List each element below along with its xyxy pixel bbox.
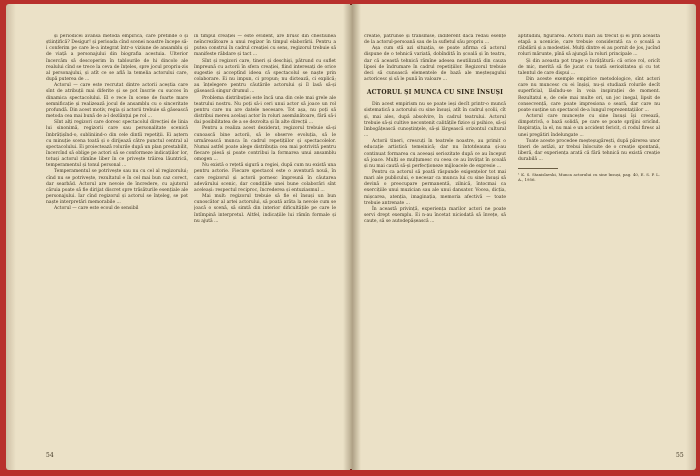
paragraph: Actorul — care este recrutat dintre actorii aceștia care sînt de atribuții mai diferite și se pot înscrie cu succes în dinamica spectacolului. El e rece în scene de foarte mare semnificație și realizează jocul de ansamblu cu o sinceritate profundă. Din acest motiv, regia și actorii trebuie să găsească metoda cea mai bună de a-l dezlănțui pe rol ...	[46, 83, 188, 120]
chapter-heading: ACTORUL ȘI MUNCA CU SINE ÎNSUȘI	[366, 89, 504, 97]
paragraph: Pentru a realiza acest deziderat, regizorul trebuie să-și cunoască bine actorii, să le observe evoluția, să le urmărească munca în cadrul repetițiilor și spectacolelor. Numai astfel poate alege distribuția cea mai potrivită pentru fiecare piesă și poate contribui la formarea unui ansamblu omogen ...	[194, 126, 336, 163]
right-page	[352, 4, 696, 470]
page-edge-shadow	[686, 4, 696, 470]
paragraph: Pentru ca actorul să poată răspunde exigențelor tot mai mari ale publicului, e necesar ca munca lui cu sine însuși să devină o preocupare permanentă, zilnică, întocmai ca exercițiile unui muzician sau ale unui dansator. Vocea, dicția, mișcarea, atenția, imaginația, memoria afectivă — toate trebuie antrenate ...	[364, 169, 506, 206]
paragraph: Actorul care muncește cu sine însuși își creează, dimpotrivă, o bază solidă, pe care se poate sprijini oricînd. Inspirația, la el, nu mai e un accident fericit, ci rodul firesc al unei pregătiri îndelungate ...	[518, 114, 660, 138]
book-spread	[6, 4, 696, 470]
left-page-column-2	[194, 34, 336, 434]
paragraph: Actorii tineri, crescuți în teatrele noastre, au primit o educație artistică temeinică; dar nu întotdeauna și-au continuat formarea cu aceeași seriozitate după ce au început să joace. Mulți se mulțumesc cu ceea ce au învățat în școală și nu mai caută să-și perfecționeze mijloacele de expresie ...	[364, 139, 506, 169]
paragraph: Și din aceasta pot trage o învățătură: că orice rol, oricît de mic, merită să fie jucat cu toată seriozitatea și cu tot talentul de care dispui ...	[518, 58, 660, 76]
paragraph: Temperamentul se potrivește sau nu cu cel al regizorului; cînd nu se potrivește, rezultatul e în cel mai bun caz corect, dar searbăd. Actorul are nevoie de încredere, cu ajutorul căruia poate să fie dirijat discret spre trăsăturile esențiale ale personajului. Iar cînd regizorul și actorul se înțeleg, se pot naște interpretări memorabile ...	[46, 169, 188, 206]
footnote: ¹ K. S. Stanislavski, Munca actorului cu sine însuși, pag. 40, E. S. P. L. A., 1956.	[518, 172, 660, 183]
paragraph: aptitudini, figurarea. Actorii mari au trecut și ei prin această etapă a ucenicie, care trebuie considerată ca o școală a răbdării și a modestiei. Mulți dintre ei au pornit de jos, jucînd roluri mărunte, pînă să ajungă la roluri principale ...	[518, 34, 660, 58]
paragraph: Problema distribuției este încă una din cele mai grele ale teatrului nostru. Nu poți să-i ceri unui actor să joace un rol pentru care nu are datele necesare. Tot așa, nu poți să distribui mereu același actor în roluri asemănătoare, fără să-i dai posibilitatea de a se dezvolta și în alte direcții ...	[194, 95, 336, 126]
page-number: 55	[676, 452, 684, 459]
paragraph: Sînt și regizori care, tineri și deschiși, pătrund cu suflet împreună cu actorii în sfera creației, fiind interesați de orice sugestie și acceptînd ideea că spectacolul se naște prin colaborare. Ei nu impun, ci propun; nu dictează, ci explică; au înțelegere pentru căutările actorului și îl lasă să-și găsească singur drumul ...	[194, 58, 336, 95]
paragraph: și periodicei avansă metoda empirică, care pretinde o și științifică? Desigur! și perioada cînd scenei noastre începe să-i conferim pe care le-a integrat într-o viziune de ansamblu și de viață a personajului din biografia acestuia. Ulterior încercăm să descoperim în tablourile de hi dincolo ale realului cînd se trece la ceva de înțeles, spre jocul propriu-zis al personajului, și atît ce se află la temelia actorului care, după puterea de ...	[46, 34, 188, 83]
paragraph: În această privință, experiența marilor actori ne poate servi drept exemplu. Ei n-au încetat niciodată să învețe, să caute, să se autodepășească ...	[364, 206, 506, 225]
page-edge-shadow	[6, 4, 16, 470]
paragraph: Așa cum stă azi situația, se poate afirma că actorul dispune de o tehnică variată, dobîndită în școală și în teatru, dar că această tehnică rămîne adesea neutilizată din cauza lipsei de îndrumare în cadrul repetițiilor. Regizorul trebuie deci să cunoască elementele de bază ale meșteșugului actoricesc și să le pună în valoare ...	[364, 46, 506, 83]
paragraph: în timpul creației — este evident, are brusc din chestiunea neîncrezătoare a unui regizor în timpul elaborării. Pentru a putea construi în cadrul creației cu sens, regizorul trebuie să manifeste răbdare și tact ...	[194, 34, 336, 58]
paragraph: Mai mult: regizorul trebuie să fie el însuși un bun cunoscător al artei actorului, să poată arăta la nevoie cum se joacă o scenă, să simtă din interior dificultățile pe care le întîmpină interpretul. Altfel, indicațiile lui rămîn formale și nu ajută ...	[194, 194, 336, 224]
right-page-column-2	[518, 34, 660, 434]
paragraph: Toate aceste procedee meșteșugărești, după părerea unor tineri de astăzi, ar trebui înlocuite de o creație spontană, liberă, dar experiența arată că fără tehnică nu există creație durabilă ...	[518, 138, 660, 163]
paragraph: creatie, pătrunse și transmise, indiferent dacă redau esențe de la actorul-persoană sau de la sufletul său propriu ...	[364, 34, 506, 46]
footnote-divider	[518, 168, 558, 169]
right-page-column-1	[364, 34, 506, 434]
left-page-column-1	[46, 34, 188, 434]
paragraph: Sînt alți regizori care doresc spectacolul direcției de linia lui sinonimă, regizorii care sau personalitate scenică îmbrățișînd-o, subliniind-o din cele dintîi repetiții. Ei aștern cu minuție scena toată și o dirijează către punctul central al spectacolului. Ei proiectează rolurile după un plan prestabilit, încercînd să oblige pe actori să se conformeze indicațiilor lor, totuși actorul rămîne liber în ce privește trăirea lăuntrică, temperamentul și tonul personal ...	[46, 120, 188, 169]
paragraph: Nu există o rețetă sigură a regiei, după cum nu există una pentru actorie. Fiecare spectacol este o aventură nouă, în care regizorul și actorii pornesc împreună în căutarea adevărului scenic, dar condițiile unei bune colaborări sînt aceleași: respectul reciproc, încrederea și entuziasmul ...	[194, 163, 336, 193]
page-number: 54	[46, 452, 54, 459]
paragraph: Actorul — care este ecoul de sensibil	[54, 206, 139, 212]
book-gutter	[343, 4, 361, 470]
paragraph: Din aceste exemple empirice metodologice, sînt actori care nu muncesc cu ei înșiși, nu-și studiază rolurile decît superficial, lăsîndu-se în voia inspirației de moment. Rezultatul e, de cele mai multe ori, un joc inegal, lipsit de consecvență, care poate impresiona o seară, dar care nu poate susține un spectacol de-a lungul reprezentațiilor ...	[518, 77, 660, 113]
left-page	[6, 4, 350, 470]
paragraph: Din acest empirism nu se poate ieși decît printr-o muncă sistematică a actorului cu sine însuși, atît în cadrul școlii, cît și, mai ales, după absolvire, în cadrul teatrului. Actorul trebuie să-și cultive necontenit calitățile fizice și psihice, să-și îmbogățească cunoștințele, să-și lărgească orizontul cultural ...	[364, 102, 506, 139]
